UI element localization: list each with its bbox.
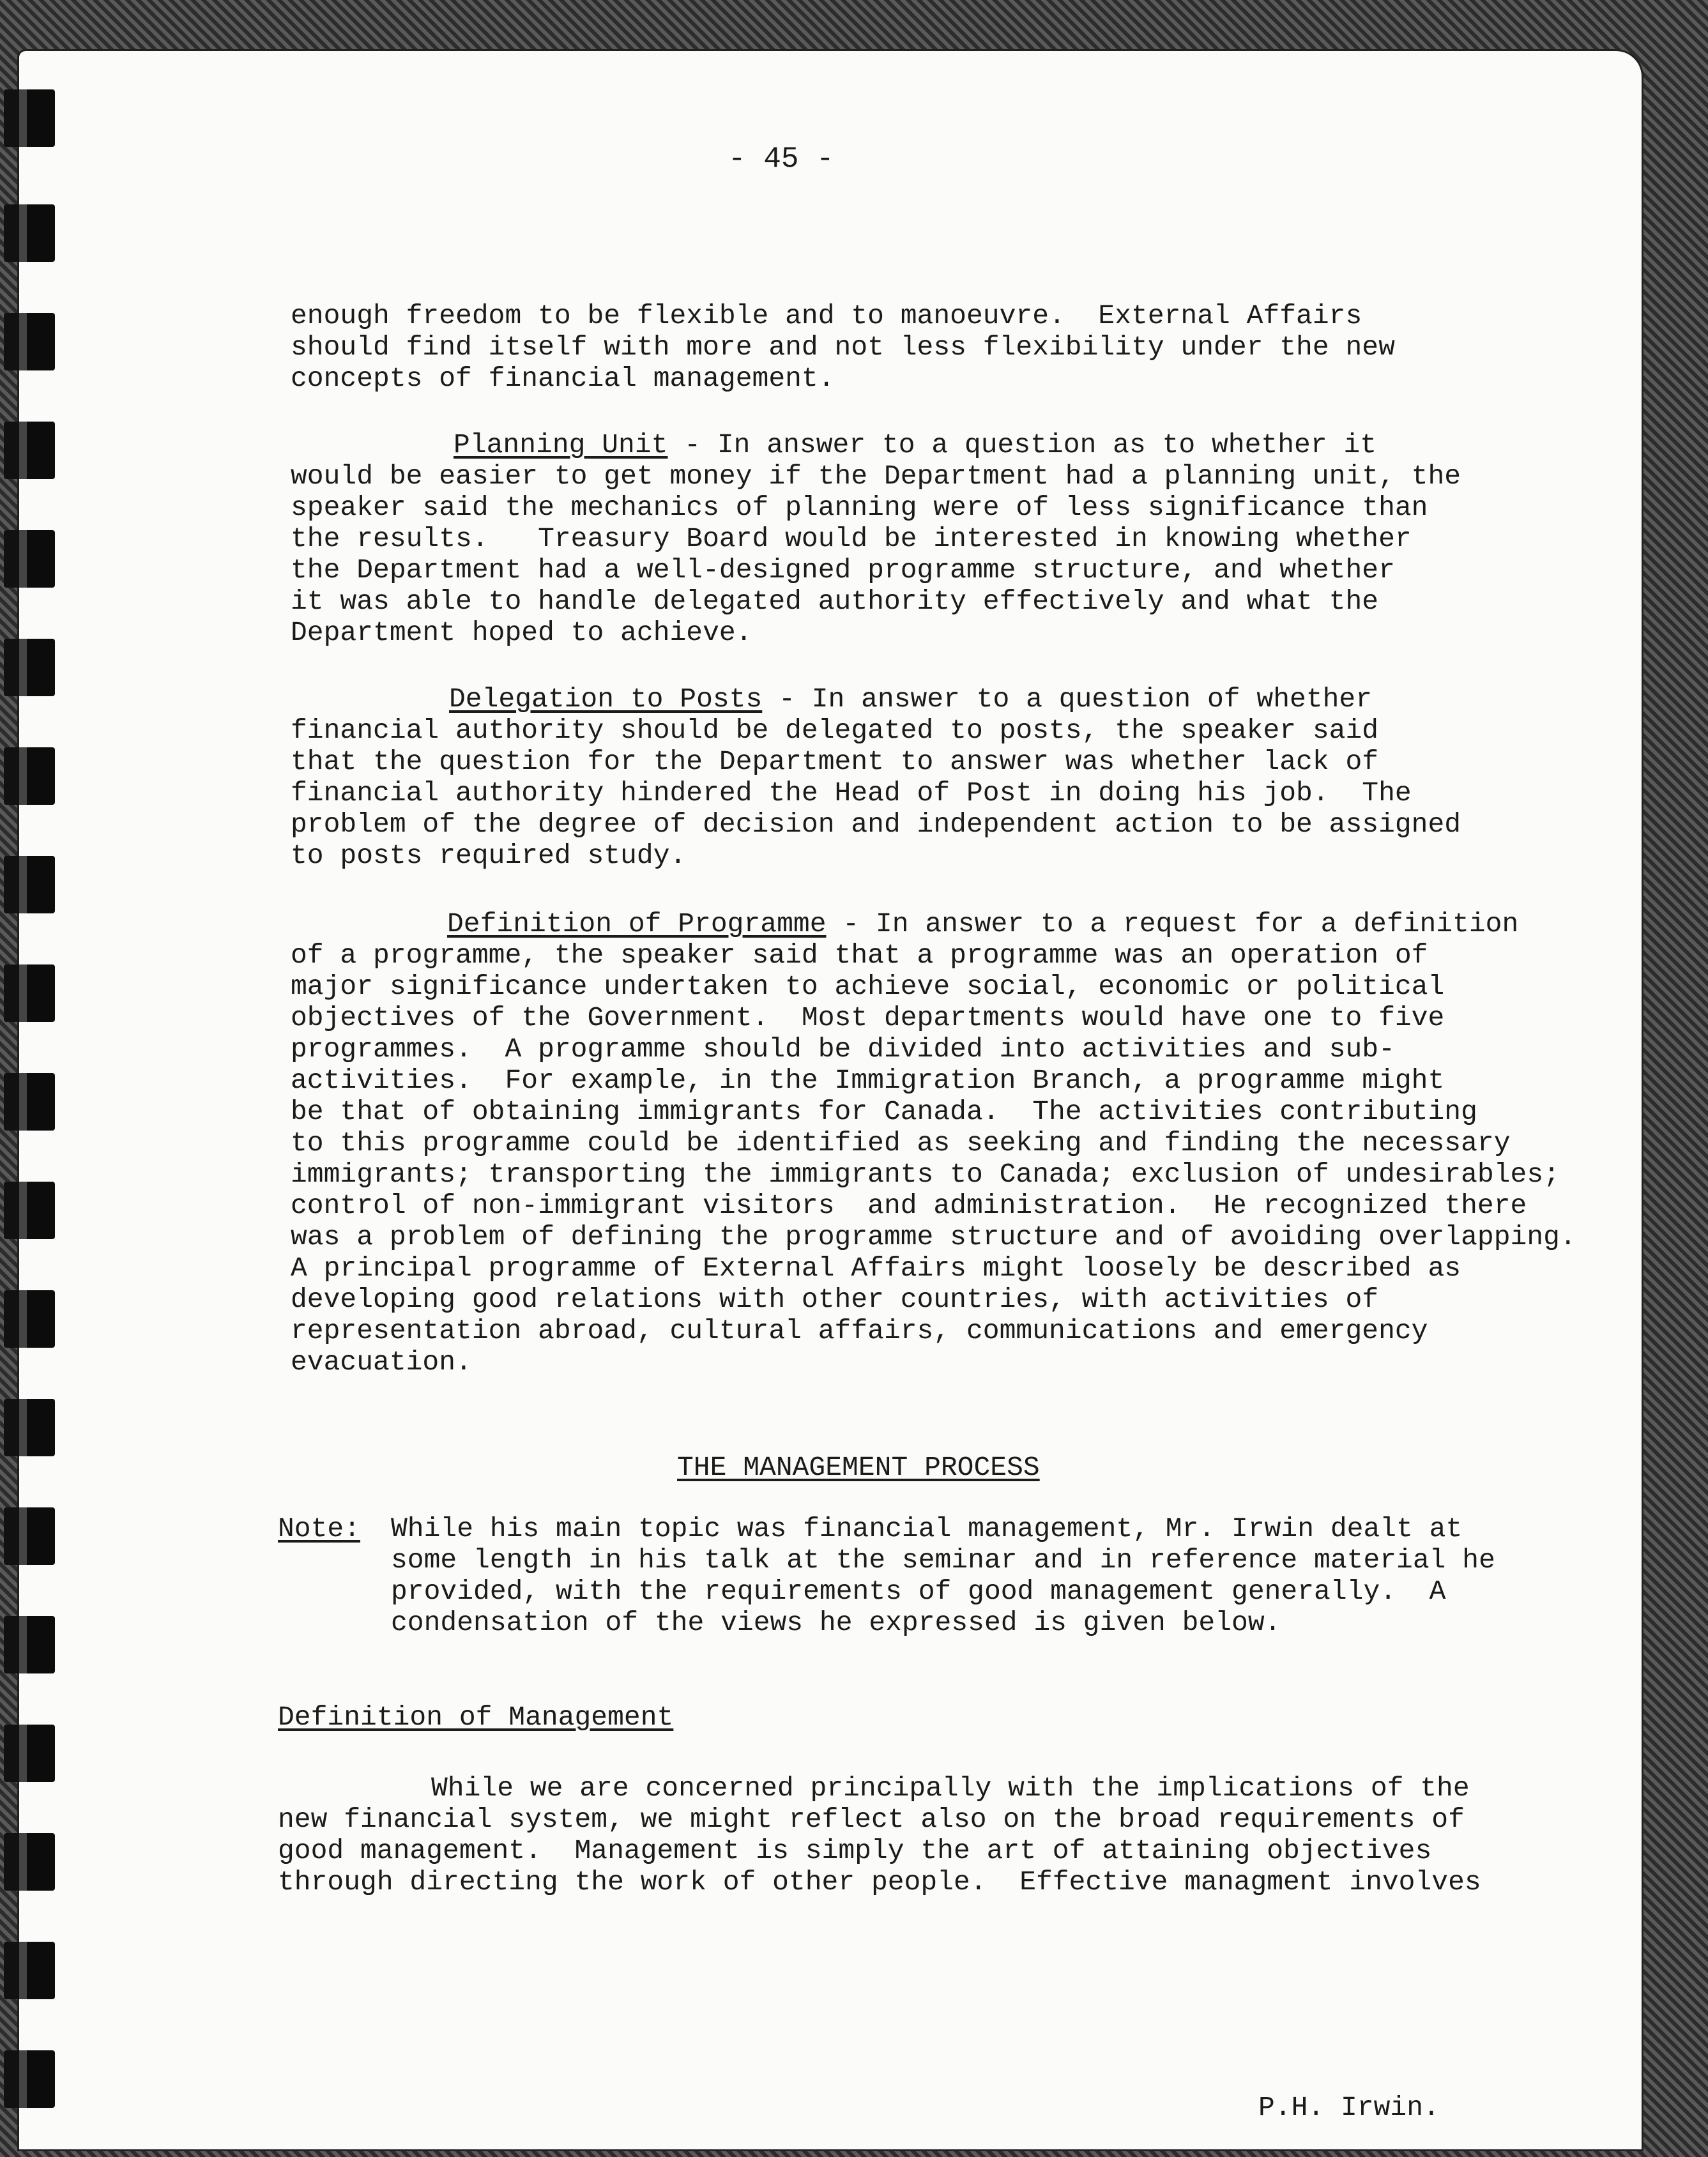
- definition-programme-lead: - In answer to a request for a definition: [826, 908, 1519, 940]
- binding-ring: [4, 856, 55, 913]
- definition-management-heading: Definition of Management: [278, 1702, 674, 1733]
- binding-ring: [4, 1290, 55, 1348]
- paragraph-intro: enough freedom to be flexible and to manoeuvre. External Affairs should find itself with more and not less flexibility under the new concepts of financial management.: [291, 300, 1395, 394]
- planning-unit-title: Planning Unit: [454, 429, 668, 461]
- binding-ring: [4, 530, 55, 588]
- binding-ring: [4, 89, 55, 147]
- binding-ring: [4, 422, 55, 479]
- binding-ring: [4, 964, 55, 1022]
- definition-management-body: new financial system, we might reflect also on the broad requirements of good management. Management is simply the art of attaining objectives through directing the work of other people. Effective managment involves: [278, 1804, 1481, 1898]
- note-body: While his main topic was financial management, Mr. Irwin dealt at some length in his talk at the seminar and in reference material he provided, with the requirements of good management generally. A condensation of the views he expressed is given below.: [391, 1513, 1495, 1638]
- binding-ring: [4, 1399, 55, 1456]
- definition-programme-title: Definition of Programme: [447, 908, 827, 940]
- binding-ring: [4, 1942, 55, 1999]
- binding-ring: [4, 1073, 55, 1131]
- binding-ring: [4, 639, 55, 696]
- definition-programme-body: of a programme, the speaker said that a programme was an operation of major significance undertaken to achieve social, economic or political objectives of the Government. Most departments would have one to five programmes. A programme should be divided into activities and sub- activities. For example, in the Immigration Branch, a programme might be that of obtaining immigrants for Canada. The activities contributing to this programme could be identified as seeking and finding the necessary immigrants; transporting the immigrants to Canada; exclusion of undesirables; control of non-immigrant visitors and administration. He recognized there was a problem of defining the programme structure and of avoiding overlapping. A principal programme of External Affairs might loosely be described as developing good relations with other countries, with activities of representation abroad, cultural affairs, communications and emergency evacuation.: [291, 940, 1576, 1378]
- delegation-first-line: [291, 683, 1372, 715]
- delegation-title: Delegation to Posts: [449, 683, 763, 715]
- page-number: - 45 -: [728, 142, 834, 176]
- binding-ring: [4, 1182, 55, 1239]
- definition-management-first-line: [278, 1772, 1470, 1804]
- planning-unit-body: would be easier to get money if the Department had a planning unit, the speaker said the mechanics of planning were of less significance than the results. Treasury Board would be interested in knowing whether the Department had a well-designed programme structure, and whether it was able to handle delegated authority effectively and what the Department hoped to achieve.: [291, 461, 1461, 648]
- signature: P.H. Irwin.: [1258, 2092, 1440, 2123]
- spiral-binding: [0, 51, 61, 2140]
- delegation-body: financial authority should be delegated to posts, the speaker said that the question for the Department to answer was whether lack of financial authority hindered the Head of Post in doing his job. The problem of the degree of decision and independent action to be assigned to posts required study.: [291, 715, 1461, 871]
- delegation-lead: - In answer to a question of whether: [762, 683, 1373, 715]
- binding-ring: [4, 1833, 55, 1891]
- binding-ring: [4, 2050, 55, 2108]
- definition-management-first-text: While we are concerned principally with the implications of the: [431, 1772, 1470, 1804]
- binding-ring: [4, 1616, 55, 1673]
- planning-unit-lead: - In answer to a question as to whether it: [667, 429, 1377, 461]
- planning-unit-first-line: [291, 429, 1376, 461]
- binding-ring: [4, 747, 55, 805]
- section-heading: THE MANAGEMENT PROCESS: [677, 1452, 1040, 1483]
- binding-ring: [4, 204, 55, 262]
- binding-ring: [4, 1725, 55, 1782]
- note-label: Note:: [278, 1513, 361, 1544]
- binding-ring: [4, 1507, 55, 1565]
- definition-programme-first-line: [291, 908, 1518, 940]
- binding-ring: [4, 313, 55, 370]
